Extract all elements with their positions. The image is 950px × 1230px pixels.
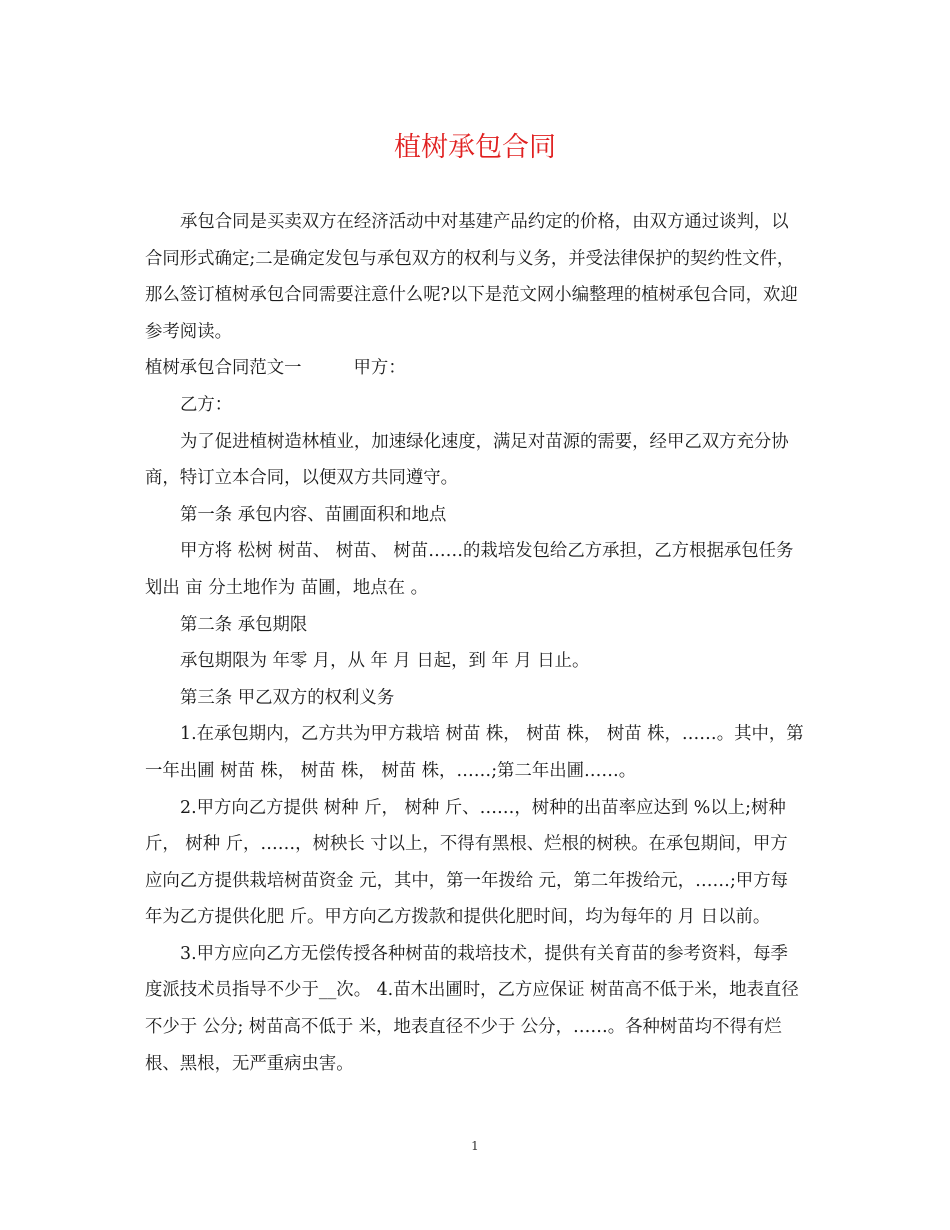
document-title: 植树承包合同 [394, 132, 556, 163]
preamble-paragraph: 为了促进植树造林植业，加速绿化速度，满足对苗源的需要，经甲乙双方充分协商，特订立本合同，以便双方共同遵守。 [145, 431, 789, 489]
sample-heading: 植树承包合同范文一 [145, 358, 302, 379]
party-b-label: 乙方： [180, 394, 233, 415]
article1-heading: 第一条 承包内容、苗圃面积和地点 [180, 504, 447, 525]
article2-text: 承包期限为 年零 月，从 年 月 日起，到 年 月 日止。 [180, 651, 590, 672]
clause-1: 1.在承包期内，乙方共为甲方栽培 树苗 株， 树苗 株， 树苗 株，……。其中，第一年出圃 树苗 株， 树苗 株， 树苗 株，……;第二年出圃……。 [145, 724, 804, 781]
article2-heading: 第二条 承包期限 [180, 614, 308, 635]
document-body [145, 204, 805, 1082]
page-number: 1 [471, 1139, 479, 1153]
article1-text: 甲方将 松树 树苗、 树苗、 树苗……的栽培发包给乙方承担，乙方根据承包任务划出 亩 分土地作为 苗圃，地点在 。 [145, 541, 794, 598]
intro-paragraph: 承包合同是买卖双方在经济活动中对基建产品约定的价格，由双方通过谈判，以合同形式确定;二是确定发包与承包双方的权利与义务，并受法律保护的契约性文件，那么签订植树承包合同需要注意什么呢?以下是范文网小编整理的植树承包合同，欢迎参考阅读。 [145, 212, 798, 342]
clause-3-4: 3.甲方应向乙方无偿传授各种树苗的栽培技术，提供有关育苗的参考资料，每季度派技术员指导不少于__次。 4.苗木出圃时，乙方应保证 树苗高不低于米，地表直径不少于 公分; 树苗高不低于 米，地表直径不少于 公分，……。各种树苗均不得有烂根、黑根，无严重病虫害。 [145, 943, 799, 1074]
clause-2: 2.甲方向乙方提供 树种 斤， 树种 斤、……，树种的出苗率应达到 %以上;树种 斤， 树种 斤，……，树秧长 寸以上，不得有黑根、烂根的树秧。在承包期间，甲方应向乙方提供栽培树苗资金 元，其中，第一年拨给 元，第二年拨给元，……;甲方每年为乙方提供化肥 斤。甲方向乙方拨款和提供化肥时间，均为每年的 月 日以前。 [145, 797, 788, 928]
party-a-label: 甲方： [353, 358, 406, 379]
sample-heading-line [145, 350, 805, 387]
article3-heading: 第三条 甲乙双方的权利义务 [180, 687, 395, 708]
